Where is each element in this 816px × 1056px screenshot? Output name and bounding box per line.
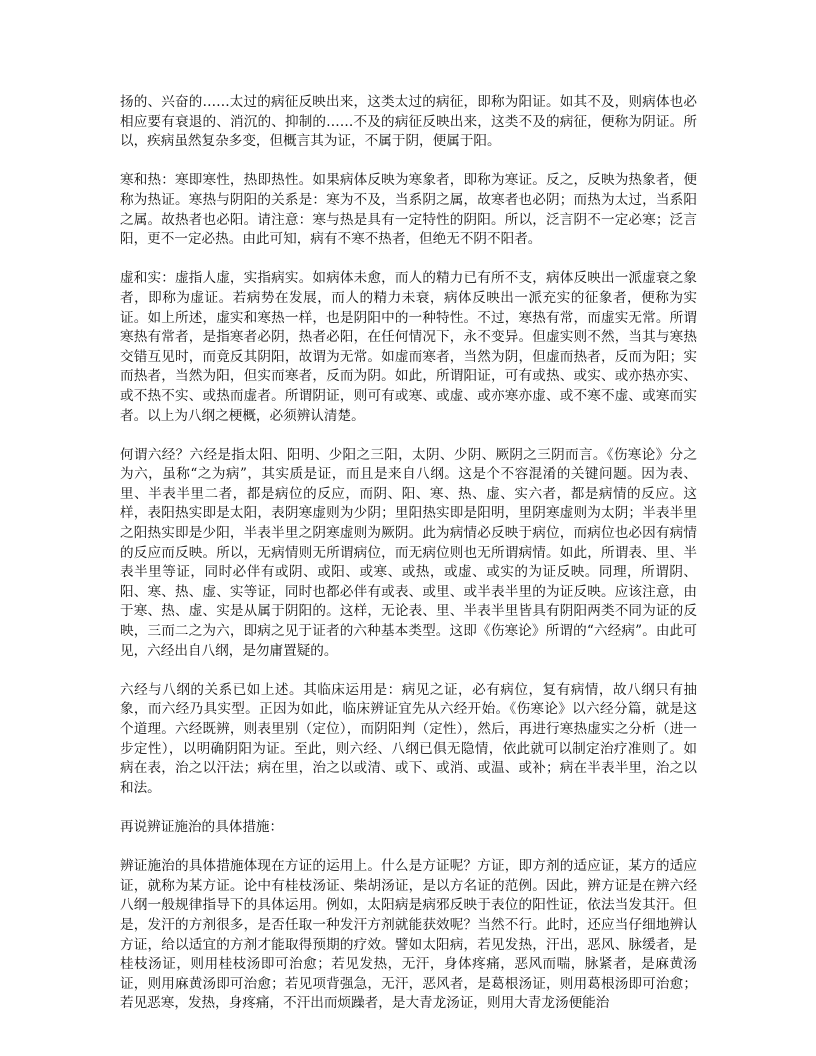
- paragraph-deficiency-excess: 虚和实：虚指人虚，实指病实。如病体未愈，而人的精力已有所不支，病体反映出一派虚衰之象者，即称为虚证。若病势在发展，而人的精力未衰，病体反映出一派充实的征象者，便称为实证。如上所述，虚实和寒热一样，也是阴阳中的一种特性。不过，寒热有常，而虚实无常。所谓寒热有常者，是指寒者必阴，热者必阳，在任何情况下，永不变异。但虚实则不然，当其与寒热交错互见时，而竟反其阴阳，故谓为无常。如虚而寒者，当然为阴，但虚而热者，反而为阳；实而热者，当然为阳，但实而寒者，反而为阴。如此，所谓阳证，可有或热、或实、或亦热亦实、或不热不实、或热而虚者。所谓阴证，则可有或寒、或虚、或亦寒亦虚、或不寒不虚、或寒而实者。以上为八纲之梗概，必须辨认清楚。: [120, 270, 697, 424]
- paragraph-formula-patterns: 辨证施治的具体措施体现在方证的运用上。什么是方证呢？方证，即方剂的适应证，某方的适应证，就称为某方证。论中有桂枝汤证、柴胡汤证，是以方名证的范例。因此，辨方证是在辨六经八纲一般规律指导下的具体运用。例如，太阳病是病邪反映于表位的阳性证，依法当发其汗。但是，发汗的方剂很多，是否任取一种发汗方剂就能获效呢？当然不行。此时，还应当仔细地辨认方证，给以适宜的方剂才能取得预期的疗效。譬如太阳病，若见发热，汗出，恶风、脉缓者，是桂枝汤证，则用桂枝汤即可治愈；若见发热，无汗，身体疼痛，恶风而喘，脉紧者，是麻黄汤证，则用麻黄汤即可治愈；若见项背强急，无汗，恶风者，是葛根汤证，则用葛根汤即可治愈；若见恶寒，发热，身疼痛，不汗出而烦躁者，是大青龙汤证，则用大青龙汤便能治: [120, 858, 697, 1012]
- section-heading: 再说辨证施治的具体措施：: [120, 818, 284, 835]
- paragraph-six-channels: 何谓六经？六经是指太阳、阳明、少阳之三阳，太阴、少阴、厥阴之三阴而言。《伤寒论》分之为六，虽称“之为病”，其实质是证，而且是来自八纲。这是个不容混淆的关键问题。因为表、里、半表半里二者，都是病位的反应，而阴、阳、寒、热、虚、实六者，都是病情的反应。这样，表阳热实即是太阳，表阴寒虚则为少阴；里阳热实即是阳明，里阴寒虚则为太阴；半表半里之阳热实即是少阳，半表半里之阴寒虚则为厥阴。此为病情必反映于病位，而病位也必因有病情的反应而反映。所以，无病情则无所谓病位，而无病位则也无所谓病情。如此，所谓表、里、半表半里等证，同时必伴有或阴、或阳、或寒、或热，或虚、或实的为证反映。同理，所谓阴、阳、寒、热、虚、实等证，同时也都必伴有或表、或里、或半表半里的为证反映。应该注意，由于寒、热、虚、实是从属于阴阳的。这样，无论表、里、半表半里皆具有阴阳两类不同为证的反映，三而二之为六，即病之见于证者的六种基本类型。这即《伤寒论》所谓的“六经病”。由此可见，六经出自八纲，是勿庸置疑的。: [120, 446, 697, 659]
- document-page: [120, 93, 697, 1034]
- paragraph-yin-yang: 扬的、兴奋的……太过的病征反映出来，这类太过的病征，即称为阳证。如其不及，则病体也必相应要有衰退的、消沉的、抑制的……不及的病征反映出来，这类不及的病征，便称为阴证。所以，疾病虽然复杂多变，但概言其为证，不属于阴，便属于阳。: [120, 94, 697, 150]
- paragraph-six-channels-eight-principles: 六经与八纲的关系已如上述。其临床运用是：病见之证，必有病位，复有病情，故八纲只有抽象，而六经乃具实型。正因为如此，临床辨证宜先从六经开始。《伤寒论》以六经分篇，就是这个道理。六经既辨，则表里别（定位），而阴阳判（定性），然后，再进行寒热虚实之分析（进一步定性），以明确阴阳为证。至此，则六经、八纲已俱无隐情，依此就可以制定治疗准则了。如病在表，治之以汗法；病在里，治之以或清、或下、或消、或温、或补；病在半表半里，治之以和法。: [120, 681, 697, 796]
- paragraph-cold-heat: 寒和热：寒即寒性，热即热性。如果病体反映为寒象者，即称为寒证。反之，反映为热象者，便称为热证。寒热与阴阳的关系是：寒为不及，当系阴之属，故寒者也必阴；而热为太过，当系阳之属。故热者也必阳。请注意：寒与热是具有一定特性的阴阳。所以，泛言阴不一定必寒；泛言阳，更不一定必热。由此可知，病有不寒不热者，但绝无不阴不阳者。: [120, 172, 697, 248]
